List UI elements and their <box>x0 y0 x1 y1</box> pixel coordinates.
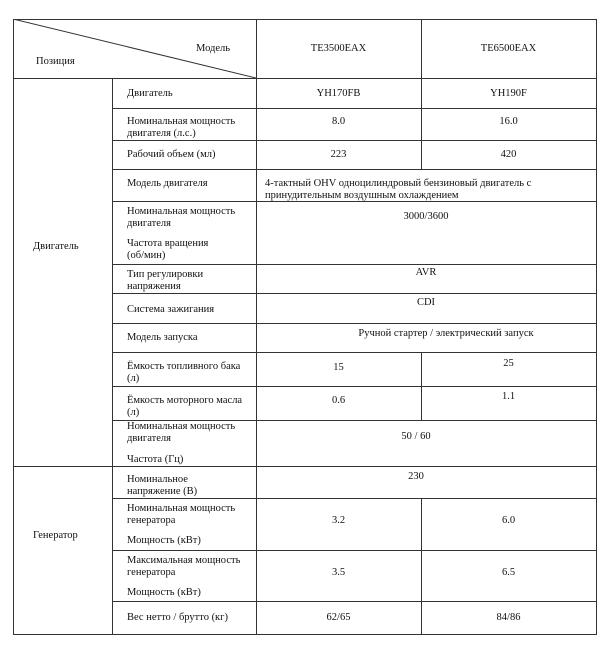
row-line <box>112 169 596 170</box>
row-label-regulation-1: Тип регулировки <box>127 269 204 280</box>
row-line <box>112 264 596 265</box>
col-divider-group <box>112 78 113 635</box>
row-label-weight: Вес нетто / брутто (кг) <box>127 612 228 623</box>
value-max-gen-1: 3.5 <box>331 567 346 578</box>
row-label-frequency-1: Номинальная мощность <box>127 421 236 432</box>
value-regulation: AVR <box>415 267 437 278</box>
value-max-gen-2: 6.5 <box>501 567 516 578</box>
value-oil-2: 1.1 <box>501 391 516 402</box>
row-line <box>112 293 596 294</box>
row-label-ignition: Система зажигания <box>127 304 215 315</box>
header-position-label: Позиция <box>36 56 75 67</box>
header-model-label: Модель <box>196 43 231 54</box>
value-frequency: 50 / 60 <box>401 431 431 442</box>
row-line <box>112 386 596 387</box>
row-label-oil-1: Ёмкость моторного масла <box>127 395 243 406</box>
value-engine-model-2: YH190F <box>490 88 527 99</box>
value-ignition: CDI <box>416 297 436 308</box>
row-label-frequency-3: Частота (Гц) <box>127 454 184 465</box>
table-border-right <box>596 19 597 635</box>
value-rated-voltage: 230 <box>408 471 424 482</box>
value-fuel-tank-1: 15 <box>333 362 344 373</box>
value-oil-1: 0.6 <box>331 395 346 406</box>
row-label-engine: Двигатель <box>127 88 173 99</box>
row-label-rpm-3: Частота вращения <box>127 238 209 249</box>
value-displacement-1: 223 <box>330 149 347 160</box>
row-label-frequency-2: двигателя <box>127 433 171 444</box>
header-model-1: TE3500EAX <box>310 43 367 54</box>
header-model-2: TE6500EAX <box>480 43 537 54</box>
group-label-engine: Двигатель <box>33 241 79 252</box>
row-label-fuel-tank-2: (л) <box>127 373 140 384</box>
row-label-max-gen-3: Мощность (кВт) <box>127 587 201 598</box>
row-label-rpm-4: (об/мин) <box>127 250 166 261</box>
value-rated-gen-1: 3.2 <box>331 515 346 526</box>
value-engine-type-2: принудительным воздушным охлаждением <box>265 190 459 201</box>
row-label-max-gen-1: Максимальная мощность <box>127 555 241 566</box>
value-rated-power-1: 8.0 <box>331 116 346 127</box>
table-border-bottom <box>13 634 596 635</box>
value-start: Ручной стартер / электрический запуск <box>358 328 534 339</box>
row-label-rated-voltage-2: напряжение (В) <box>127 486 198 497</box>
value-engine-model-1: YH170FB <box>316 88 361 99</box>
value-displacement-2: 420 <box>500 149 517 160</box>
row-label-engine-type: Модель двигателя <box>127 178 208 189</box>
row-label-rpm-1: Номинальная мощность <box>127 206 236 217</box>
table-border-left <box>13 19 14 635</box>
row-label-rated-gen-3: Мощность (кВт) <box>127 535 201 546</box>
row-label-displacement: Рабочий объем (мл) <box>127 149 216 160</box>
row-label-rated-gen-2: генератора <box>127 515 176 526</box>
value-weight-1: 62/65 <box>326 612 351 623</box>
value-rpm: 3000/3600 <box>403 211 449 222</box>
row-line <box>112 550 596 551</box>
row-label-max-gen-2: генератора <box>127 567 176 578</box>
value-rated-power-2: 16.0 <box>499 116 518 127</box>
value-rated-gen-2: 6.0 <box>501 515 516 526</box>
value-engine-type-1: 4-тактный OHV одноцилиндровый бензиновый двигатель с <box>265 178 532 189</box>
row-label-rated-gen-1: Номинальная мощность <box>127 503 236 514</box>
row-line <box>112 352 596 353</box>
row-label-rated-power-2: двигателя (л.с.) <box>127 128 196 139</box>
row-line <box>112 108 596 109</box>
group-divider <box>13 466 596 467</box>
row-label-rpm-2: двигателя <box>127 218 171 229</box>
row-label-fuel-tank-1: Ёмкость топливного бака <box>127 361 241 372</box>
row-label-rated-voltage-1: Номинальное <box>127 474 188 485</box>
row-label-start: Модель запуска <box>127 332 198 343</box>
group-label-generator: Генератор <box>33 530 78 541</box>
row-line <box>112 498 596 499</box>
row-line <box>112 323 596 324</box>
row-label-oil-2: (л) <box>127 407 140 418</box>
row-label-regulation-2: напряжения <box>127 281 181 292</box>
row-line <box>112 140 596 141</box>
row-line <box>112 601 596 602</box>
value-fuel-tank-2: 25 <box>503 358 514 369</box>
value-weight-2: 84/86 <box>496 612 521 623</box>
row-label-rated-power: Номинальная мощность <box>127 116 236 127</box>
